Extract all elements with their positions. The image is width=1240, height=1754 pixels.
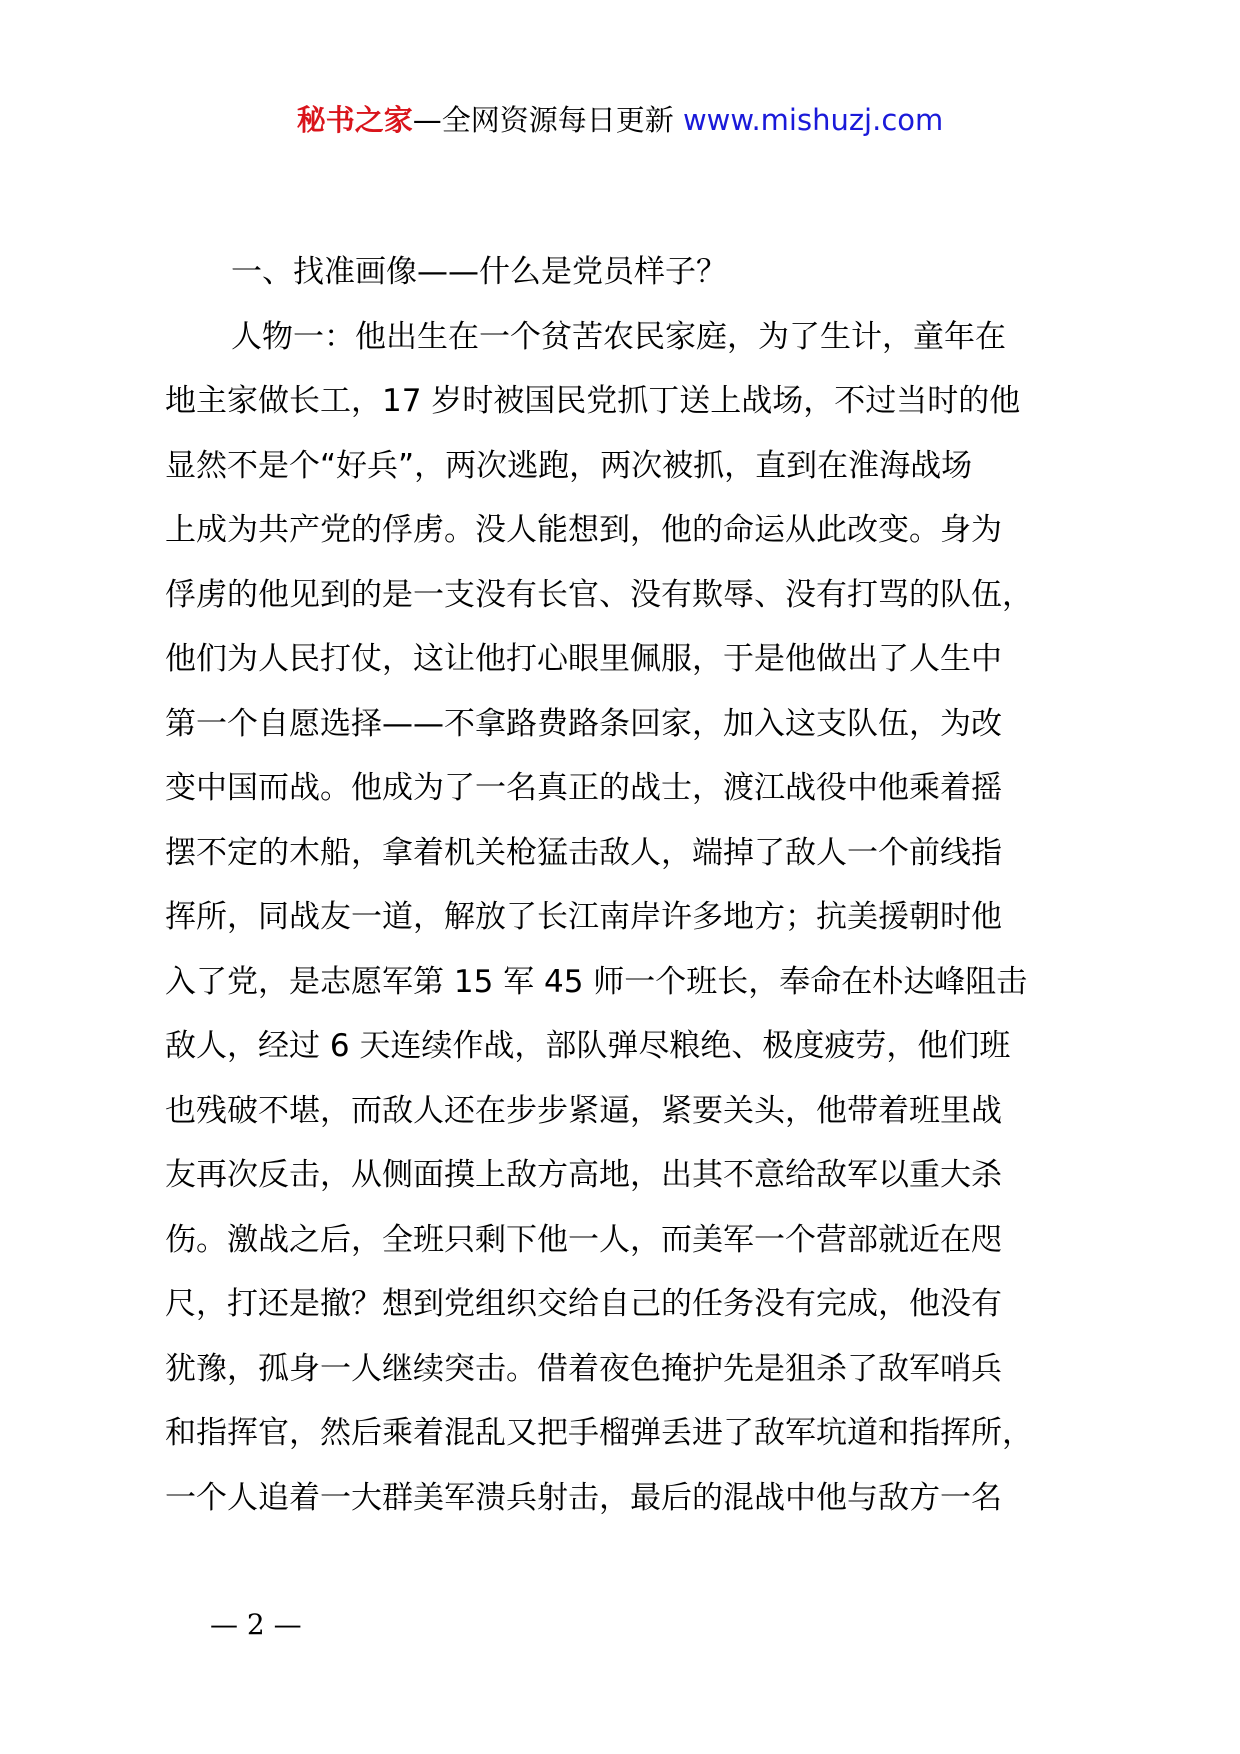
paragraph-line: 俘虏的他见到的是一支没有长官、没有欺辱、没有打骂的队伍， <box>165 576 1033 613</box>
paragraph-line: 尺，打还是撤？想到党组织交给自己的任务没有完成，他没有 <box>165 1286 1002 1322</box>
paragraph-line: 变中国而战。他成为了一名真正的战士，渡江战役中他乘着摇 <box>165 770 1002 806</box>
paragraph-line: 他们为人民打仗，这让他打心眼里佩服，于是他做出了人生中 <box>165 641 1002 677</box>
site-url-link[interactable]: www.mishuzj.com <box>682 103 944 137</box>
paragraph-line: 第一个自愿选择——不拿路费路条回家，加入这支队伍，为改 <box>165 705 1002 742</box>
paragraph-line: 上成为共产党的俘虏。没人能想到，他的命运从此改变。身为 <box>165 512 1002 548</box>
paragraph-line: 摆不定的木船，拿着机关枪猛击敌人，端掉了敌人一个前线指 <box>165 834 1002 871</box>
paragraph-line: 和指挥官，然后乘着混乱又把手榴弹丢进了敌军坑道和指挥所， <box>165 1415 1033 1451</box>
paragraph-line: 一个人追着一大群美军溃兵射击，最后的混战中他与敌方一名 <box>165 1479 1002 1516</box>
paragraph-line: 犹豫，孤身一人继续突击。借着夜色掩护先是狙杀了敌军哨兵 <box>165 1350 1002 1387</box>
document-body <box>165 240 1090 1530</box>
site-tagline: —全网资源每日更新 <box>412 103 683 137</box>
paragraph-line: 也残破不堪，而敌人还在步步紧逼，紧要关头，他带着班里战 <box>165 1092 1002 1129</box>
paragraph-line: 挥所，同战友一道，解放了长江南岸许多地方；抗美援朝时他 <box>165 899 1002 935</box>
paragraph-line: 地主家做长工，17 岁时被国民党抓丁送上战场，不过当时的他 <box>165 383 1021 419</box>
paragraph-line: 入了党，是志愿军第 15 军 45 师一个班长，奉命在朴达峰阻击 <box>165 963 1028 1000</box>
paragraph-line: 敌人，经过 6 天连续作战，部队弹尽粮绝、极度疲劳，他们班 <box>165 1028 1011 1064</box>
paragraph-line: 人物一：他出生在一个贫苦农民家庭，为了生计，童年在 <box>231 318 1006 355</box>
site-banner <box>0 98 1240 142</box>
page-number: — 2 — <box>210 1608 302 1641</box>
section-heading: 一、找准画像——什么是党员样子？ <box>231 254 727 290</box>
paragraph-line: 显然不是个“好兵”，两次逃跑，两次被抓，直到在淮海战场 <box>165 447 973 484</box>
paragraph-line: 友再次反击，从侧面摸上敌方高地，出其不意给敌军以重大杀 <box>165 1157 1002 1193</box>
site-brand: 秘书之家 <box>296 103 413 137</box>
paragraph-line: 伤。激战之后，全班只剩下他一人，而美军一个营部就近在咫 <box>165 1221 1002 1258</box>
